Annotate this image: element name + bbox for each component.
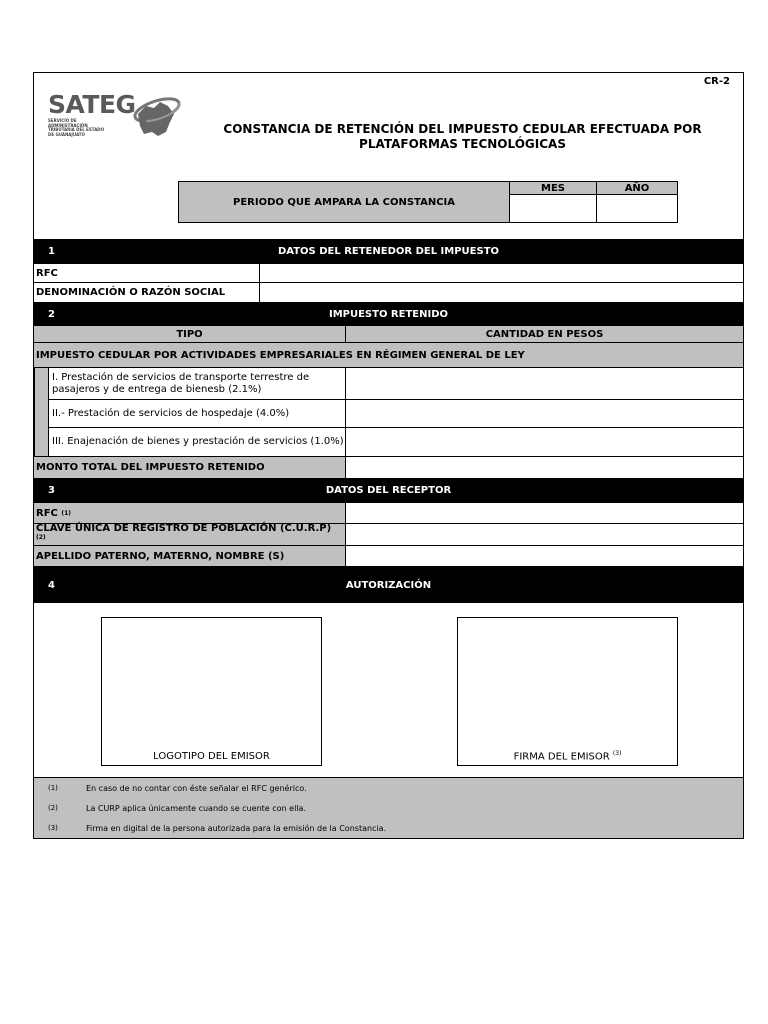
logo-brand: SATEG	[48, 90, 136, 119]
section-number: 3	[48, 485, 55, 496]
regimen-label: IMPUESTO CEDULAR POR ACTIVIDADES EMPRESARIALES EN RÉGIMEN GENERAL DE LEY	[33, 342, 744, 368]
indent-bar	[34, 368, 49, 457]
state-map-icon	[130, 92, 182, 140]
anio-input[interactable]	[596, 194, 678, 223]
monto-total-label: MONTO TOTAL DEL IMPUESTO RETENIDO	[33, 456, 346, 479]
section-title: AUTORIZACIÓN	[345, 579, 432, 591]
section-title: IMPUESTO RETENIDO	[328, 308, 449, 320]
firma-emisor-caption: FIRMA DEL EMISOR $^{(3)}$	[513, 749, 622, 762]
form-code: CR-2	[703, 76, 730, 87]
mes-label: MES	[509, 181, 597, 195]
nombre-label: APELLIDO PATERNO, MATERNO, NOMBRE (S)	[33, 545, 346, 567]
section-2-header	[33, 303, 744, 325]
curp-label: CLAVE ÚNICA DE REGISTRO DE POBLACIÓN (C.U.R.P) (2)	[33, 523, 346, 546]
monto-total-input[interactable]	[345, 456, 744, 479]
col-tipo-header: TIPO	[33, 325, 346, 343]
retenedor-rfc-input[interactable]	[259, 263, 744, 283]
col-cantidad-header: CANTIDAD EN PESOS	[345, 325, 744, 343]
section-title: DATOS DEL RETENEDOR DEL IMPUESTO	[277, 245, 500, 257]
receptor-rfc-label: RFC (1)	[33, 502, 346, 524]
footnote-1: (1) En caso de no contar con éste señalar el RFC genérico.	[48, 783, 307, 793]
nombre-input[interactable]	[345, 545, 744, 567]
logo-emisor-box[interactable]	[101, 617, 322, 766]
retenedor-rfc-label: RFC	[33, 263, 260, 283]
section-1-header	[33, 239, 744, 263]
footnotes-panel	[33, 777, 744, 839]
impuesto-item-1-label: I. Prestación de servicios de transporte terrestre de pasajeros y de entrega de bienesb (2.1%)	[48, 367, 346, 400]
impuesto-item-1-input[interactable]	[345, 367, 744, 400]
receptor-rfc-input[interactable]	[345, 502, 744, 524]
section-title: DATOS DEL RECEPTOR	[325, 485, 452, 496]
footnote-2: (2) La CURP aplica únicamente cuando se cuente con ella.	[48, 803, 306, 813]
firma-emisor-box[interactable]	[457, 617, 678, 766]
impuesto-item-3-label: III. Enajenación de bienes y prestación de servicios (1.0%)	[48, 427, 346, 457]
section-3-header	[33, 479, 744, 502]
periodo-label: PERIODO QUE AMPARA LA CONSTANCIA	[178, 181, 510, 223]
curp-input[interactable]	[345, 523, 744, 546]
footnote-3: (3) Firma en digital de la persona autorizada para la emisión de la Constancia.	[48, 823, 387, 833]
section-number: 1	[48, 245, 55, 257]
impuesto-item-3-input[interactable]	[345, 427, 744, 457]
logo-emisor-caption: LOGOTIPO DEL EMISOR	[153, 751, 270, 762]
section-4-header	[33, 567, 744, 603]
anio-label: AÑO	[596, 181, 678, 195]
document-title: CONSTANCIA DE RETENCIÓN DEL IMPUESTO CEDULAR EFECTUADA POR PLATAFORMAS TECNOLÓGICAS	[223, 122, 702, 151]
impuesto-item-2-label: II.- Prestación de servicios de hospedaje (4.0%)	[48, 399, 346, 428]
sateg-logo	[48, 92, 193, 142]
mes-input[interactable]	[509, 194, 597, 223]
logo-subtitle: SERVICIO DE ADMINISTRACIÓN TRIBUTARIA DEL ESTADO DE GUANAJUATO	[48, 118, 105, 137]
section-number: 4	[48, 579, 55, 591]
razon-social-input[interactable]	[259, 282, 744, 303]
razon-social-label: DENOMINACIÓN O RAZÓN SOCIAL	[33, 282, 260, 303]
impuesto-item-2-input[interactable]	[345, 399, 744, 428]
section-number: 2	[48, 308, 55, 320]
